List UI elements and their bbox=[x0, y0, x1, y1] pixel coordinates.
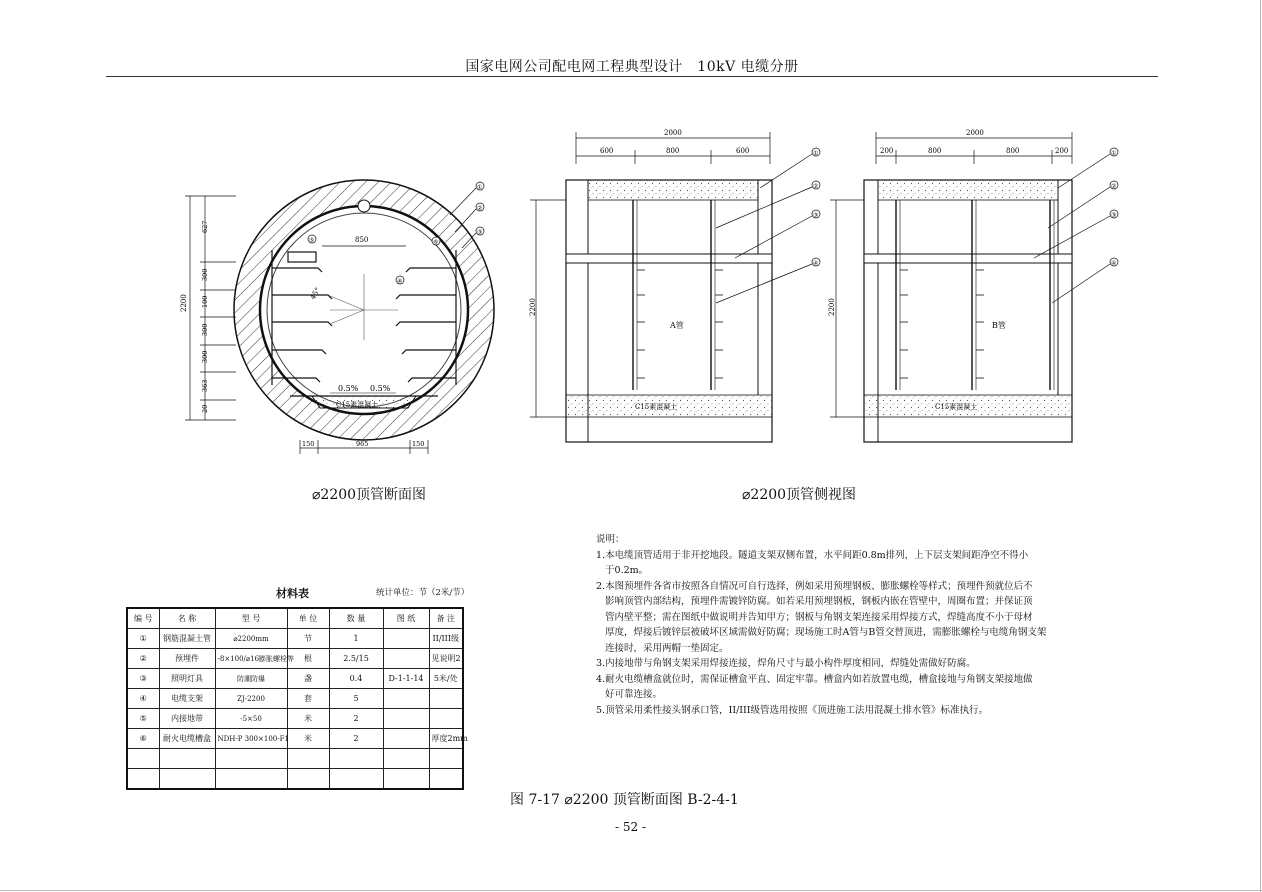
table-row bbox=[127, 649, 463, 669]
dim-seg: 627 bbox=[201, 220, 209, 233]
table-cell: 钢筋混凝土管 bbox=[159, 629, 215, 649]
table-cell: 套 bbox=[287, 689, 329, 709]
dim-850: 850 bbox=[355, 236, 369, 244]
table-cell: 根 bbox=[287, 649, 329, 669]
table-cell: 2.5/15 bbox=[329, 649, 383, 669]
table-cell: 照明灯具 bbox=[159, 669, 215, 689]
table-cell: 米 bbox=[287, 709, 329, 729]
table-cell: D-1-1-14 bbox=[383, 669, 429, 689]
cable-tray bbox=[288, 252, 316, 262]
table-cell: ② bbox=[127, 649, 159, 669]
table-row bbox=[127, 669, 463, 689]
side-caption: ⌀2200顶管侧视图 bbox=[742, 487, 857, 503]
concrete-label-b: C15素混凝土 bbox=[935, 403, 978, 411]
dim-seg: 363 bbox=[201, 379, 209, 392]
dim-2000-a: 2000 bbox=[664, 129, 682, 137]
table-cell: 耐火电缆槽盒 bbox=[159, 729, 215, 749]
table-cell bbox=[383, 689, 429, 709]
dim-seg: 800 bbox=[1006, 147, 1020, 155]
table-cell: 盏 bbox=[287, 669, 329, 689]
table-row bbox=[127, 729, 463, 749]
table-cell: 内接地带 bbox=[159, 709, 215, 729]
callout-3: ③ bbox=[477, 229, 483, 236]
table-cell bbox=[383, 769, 429, 790]
table-cell: II/III级 bbox=[429, 629, 463, 649]
col-header: 备 注 bbox=[429, 608, 463, 629]
note-line: 3.内接地带与角钢支架采用焊接连接，焊角尺寸与最小构件厚度相同，焊缝处需做好防腐。 bbox=[596, 658, 976, 669]
table-cell: ① bbox=[127, 629, 159, 649]
materials-header-row bbox=[127, 608, 463, 629]
dim-seg: 300 bbox=[201, 350, 209, 363]
dim-seg: 200 bbox=[1055, 147, 1069, 155]
note-line: 好可靠连接。 bbox=[596, 689, 663, 700]
table-cell bbox=[329, 769, 383, 790]
table-cell: 5米/处 bbox=[429, 669, 463, 689]
table-cell bbox=[159, 749, 215, 769]
callout-b4: ④ bbox=[1111, 260, 1117, 267]
side-view-b bbox=[828, 129, 1118, 442]
table-cell: -5×50 bbox=[215, 709, 287, 729]
dim-150-left: 150 bbox=[302, 440, 315, 448]
materials-table bbox=[126, 607, 468, 790]
table-row bbox=[127, 629, 463, 649]
table-cell bbox=[429, 749, 463, 769]
table-cell: 预埋件 bbox=[159, 649, 215, 669]
table-cell bbox=[127, 769, 159, 790]
callout-1: ① bbox=[477, 184, 483, 191]
table-cell bbox=[429, 689, 463, 709]
table-cell: ④ bbox=[127, 689, 159, 709]
table-cell bbox=[429, 769, 463, 790]
materials-title: 材料表 bbox=[276, 587, 309, 600]
side-view-a bbox=[529, 129, 820, 442]
section-caption: ⌀2200顶管断面图 bbox=[312, 487, 427, 503]
table-cell bbox=[329, 749, 383, 769]
notes-lines bbox=[596, 548, 1047, 719]
table-cell: 1 bbox=[329, 629, 383, 649]
table-cell: ZJ-2200 bbox=[215, 689, 287, 709]
dim-2200-b: 2200 bbox=[828, 298, 836, 316]
callout-6: ⑥ bbox=[433, 239, 439, 246]
table-cell: 米 bbox=[287, 729, 329, 749]
table-cell: 厚度2mm bbox=[429, 729, 463, 749]
col-header: 图 纸 bbox=[383, 608, 429, 629]
callout-5: ⑤ bbox=[309, 237, 315, 244]
dim-seg: 300 bbox=[201, 268, 209, 281]
table-cell bbox=[383, 709, 429, 729]
note-line: 2.本图预埋件各省市按照各自情况可自行选择，例如采用预埋钢板、膨胀螺栓等样式；预埋件预就位后不 bbox=[596, 580, 1033, 592]
callout-4: ④ bbox=[397, 278, 403, 285]
table-cell: 2 bbox=[329, 729, 383, 749]
table-cell: 电缆支架 bbox=[159, 689, 215, 709]
table-cell bbox=[383, 649, 429, 669]
note-line: 厚度，焊接后镀锌层被破坏区域需做好防腐；现场施工时A管与B管交替顶进，需膨胀螺栓与电缆角钢支架 bbox=[596, 627, 1047, 638]
table-cell: ⑤ bbox=[127, 709, 159, 729]
table-cell: NDH-P 300×100-F1 bbox=[215, 729, 287, 749]
slope-right: 0.5% bbox=[370, 384, 391, 393]
table-cell: -8×100/⌀16膨胀螺栓等 bbox=[215, 649, 287, 669]
table-cell bbox=[383, 629, 429, 649]
callout-a3: ③ bbox=[813, 212, 819, 219]
note-line: 影响顶管内部结构，预埋件需镀锌防腐。如若采用预埋钢板，钢板内嵌在管壁中，周圈布置；并保证顶 bbox=[596, 596, 1033, 607]
dim-2000-b: 2000 bbox=[966, 129, 984, 137]
figure-title: 图 7-17 ⌀2200 顶管断面图 B-2-4-1 bbox=[510, 792, 739, 808]
table-row bbox=[127, 749, 463, 769]
callout-b3: ③ bbox=[1111, 212, 1117, 219]
note-line: 4.耐火电缆槽盒就位时，需保证槽盒平直、固定牢靠。槽盒内如若放置电缆，槽盒接地与角钢支架接地做 bbox=[596, 673, 1033, 685]
materials-body bbox=[127, 629, 468, 790]
note-line: 于0.2m。 bbox=[596, 565, 649, 576]
dim-2200-section: 2200 bbox=[180, 294, 188, 312]
callout-2: ② bbox=[477, 205, 483, 212]
callout-a4: ④ bbox=[813, 260, 819, 267]
table-cell bbox=[287, 769, 329, 790]
dim-seg: 800 bbox=[928, 147, 942, 155]
note-line: 1.本电缆顶管适用于非开挖地段。隧道支架双侧布置，水平间距0.8m排列，上下层支架间距净空不得小 bbox=[596, 549, 1029, 561]
table-cell: ⑥ bbox=[127, 729, 159, 749]
table-cell: 0.4 bbox=[329, 669, 383, 689]
dim-seg: 200 bbox=[880, 147, 894, 155]
dim-seg: 100 bbox=[201, 295, 209, 308]
pipe-a-label: A管 bbox=[670, 321, 684, 330]
table-cell bbox=[383, 729, 429, 749]
pipe-b-label: B管 bbox=[992, 321, 1006, 330]
table-cell bbox=[127, 749, 159, 769]
note-line: 5.顶管采用柔性接头钢承口管，II/III级管选用按照《顶进施工法用混凝土排水管》标准执行。 bbox=[596, 704, 989, 716]
col-header: 编 号 bbox=[127, 608, 159, 629]
callout-b1: ① bbox=[1111, 150, 1117, 157]
dim-150-right: 150 bbox=[412, 440, 425, 448]
table-row bbox=[127, 769, 463, 790]
concrete-label: C15素混凝土 bbox=[336, 401, 379, 409]
table-cell: 2 bbox=[329, 709, 383, 729]
dim-seg: 20 bbox=[201, 404, 209, 413]
col-header: 数 量 bbox=[329, 608, 383, 629]
lamp-symbol bbox=[358, 200, 370, 212]
angle-label: 45° bbox=[308, 286, 322, 301]
note-line: 管内壁平整；需在图纸中做说明并告知甲方；钢板与角钢支架连接采用焊接方式，焊缝高度不小于母材 bbox=[596, 611, 1033, 623]
table-row bbox=[127, 709, 463, 729]
table-cell: 见说明2 bbox=[429, 649, 463, 669]
table-cell: ⌀2200mm bbox=[215, 629, 287, 649]
callout-b2: ② bbox=[1111, 183, 1117, 190]
notes-heading: 说明： bbox=[596, 534, 625, 545]
section-view bbox=[180, 56, 494, 454]
left-dims bbox=[185, 196, 236, 420]
concrete-label-a: C15素混凝土 bbox=[635, 403, 678, 411]
table-cell: 5 bbox=[329, 689, 383, 709]
dim-2200-a: 2200 bbox=[529, 298, 537, 316]
dim-seg: 300 bbox=[201, 323, 209, 336]
table-cell: ③ bbox=[127, 669, 159, 689]
table-cell bbox=[159, 769, 215, 790]
col-header: 型 号 bbox=[215, 608, 287, 629]
table-row bbox=[127, 689, 463, 709]
table-cell bbox=[215, 769, 287, 790]
table-cell bbox=[383, 749, 429, 769]
table-cell: 节 bbox=[287, 629, 329, 649]
table-cell bbox=[287, 749, 329, 769]
table-cell bbox=[215, 749, 287, 769]
notes-block bbox=[596, 532, 1047, 718]
table-cell bbox=[429, 709, 463, 729]
dim-965: 965 bbox=[356, 440, 369, 448]
callout-a1: ① bbox=[813, 150, 819, 157]
table-cell: 防潮防爆 bbox=[215, 669, 287, 689]
dim-seg: 800 bbox=[666, 147, 680, 155]
page-header-title: 国家电网公司配电网工程典型设计 10kV 电缆分册 bbox=[465, 59, 799, 75]
page-number: - 52 - bbox=[615, 820, 647, 834]
materials-unit-note: 统计单位：节（2米/节） bbox=[376, 588, 470, 598]
slope-left: 0.5% bbox=[338, 384, 359, 393]
dim-seg: 600 bbox=[736, 147, 750, 155]
col-header: 单 位 bbox=[287, 608, 329, 629]
callout-a2: ② bbox=[813, 183, 819, 190]
dim-seg: 600 bbox=[600, 147, 614, 155]
col-header: 名 称 bbox=[159, 608, 215, 629]
note-line: 连接时，采用两帽一垫固定。 bbox=[596, 642, 729, 654]
